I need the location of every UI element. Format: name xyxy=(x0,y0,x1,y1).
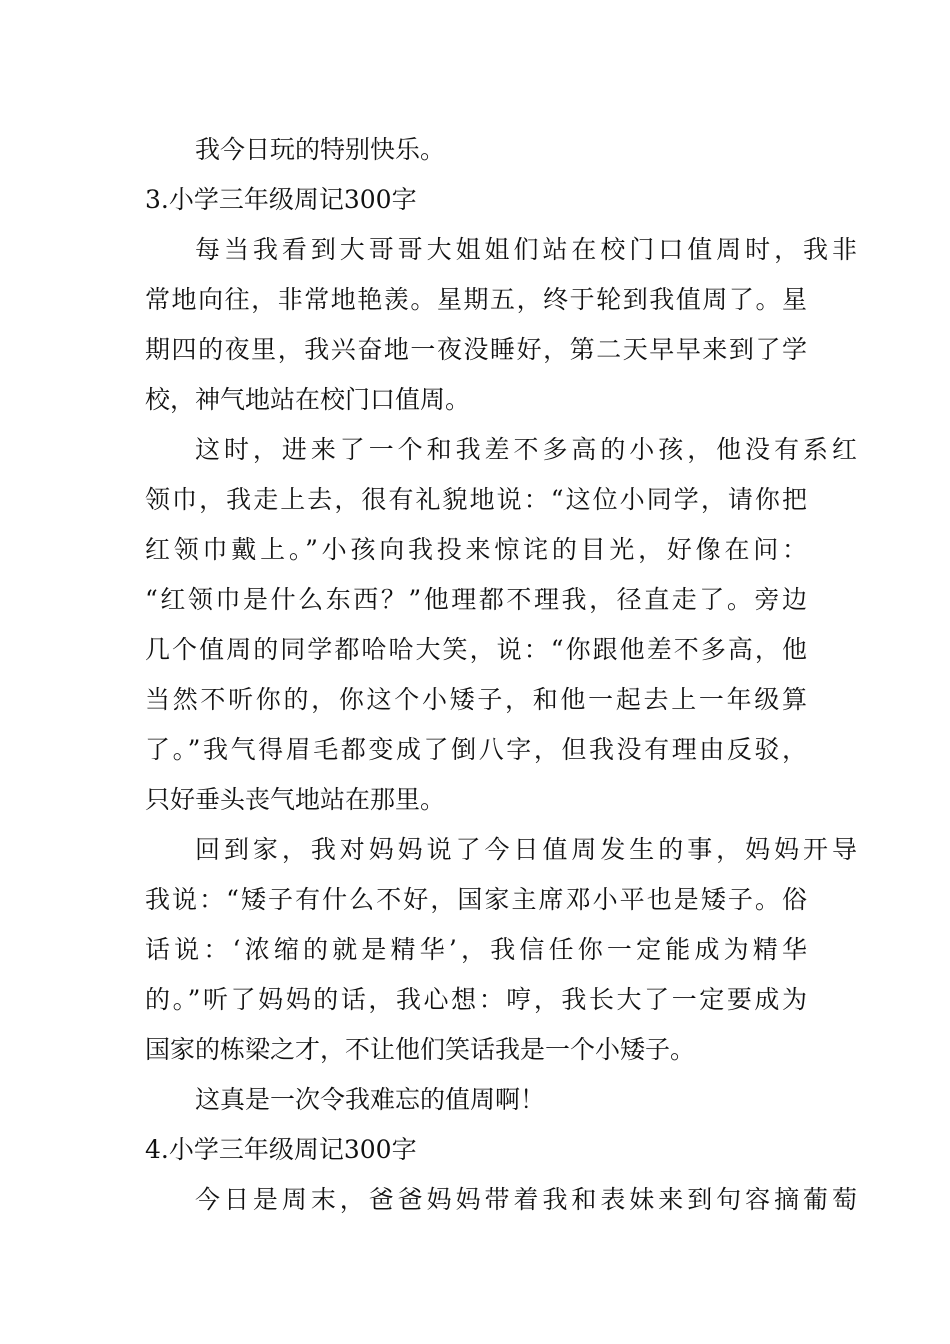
paragraph-line: 这真是一次令我难忘的值周啊！ xyxy=(195,1085,546,1114)
document-body xyxy=(145,125,857,1225)
paragraph-line: 这时，进来了一个和我差不多高的小孩，他没有系红 xyxy=(195,435,857,464)
paragraph-line: 校，神气地站在校门口值周。 xyxy=(145,385,471,414)
paragraph-line: 话说：‘浓缩的就是精华’，我信任你一定能成为精华 xyxy=(145,935,807,964)
section-heading: 4.小学三年级周记300字 xyxy=(145,1135,417,1164)
paragraph-line: 每当我看到大哥哥大姐姐们站在校门口值周时，我非 xyxy=(195,235,857,264)
paragraph-line: 几个值周的同学都哈哈大笑，说：“你跟他差不多高，他 xyxy=(145,635,807,664)
paragraph-line: 只好垂头丧气地站在那里。 xyxy=(145,785,446,814)
paragraph-line: 我今日玩的特别快乐。 xyxy=(195,135,446,164)
paragraph-line: 的。”听了妈妈的话，我心想：哼，我长大了一定要成为 xyxy=(145,985,807,1014)
paragraph-line: 我说：“矮子有什么不好，国家主席邓小平也是矮子。俗 xyxy=(145,885,807,914)
paragraph-line: 领巾，我走上去，很有礼貌地说：“这位小同学，请你把 xyxy=(145,485,807,514)
paragraph-line: “红领巾是什么东西？”他理都不理我，径直走了。旁边 xyxy=(145,585,807,614)
paragraph-line: 回到家，我对妈妈说了今日值周发生的事，妈妈开导 xyxy=(195,835,857,864)
paragraph-line: 当然不听你的，你这个小矮子，和他一起去上一年级算 xyxy=(145,685,807,714)
paragraph-line: 常地向往，非常地艳羡。星期五，终于轮到我值周了。星 xyxy=(145,285,807,314)
paragraph-line: 国家的栋梁之才，不让他们笑话我是一个小矮子。 xyxy=(145,1035,696,1064)
paragraph-line: 今日是周末，爸爸妈妈带着我和表妹来到句容摘葡萄 xyxy=(195,1185,857,1214)
paragraph-line: 红领巾戴上。”小孩向我投来惊诧的目光，好像在问： xyxy=(145,535,807,564)
paragraph-line: 期四的夜里，我兴奋地一夜没睡好，第二天早早来到了学 xyxy=(145,335,807,364)
paragraph-line: 了。”我气得眉毛都变成了倒八字，但我没有理由反驳， xyxy=(145,735,807,764)
section-heading: 3.小学三年级周记300字 xyxy=(145,185,417,214)
